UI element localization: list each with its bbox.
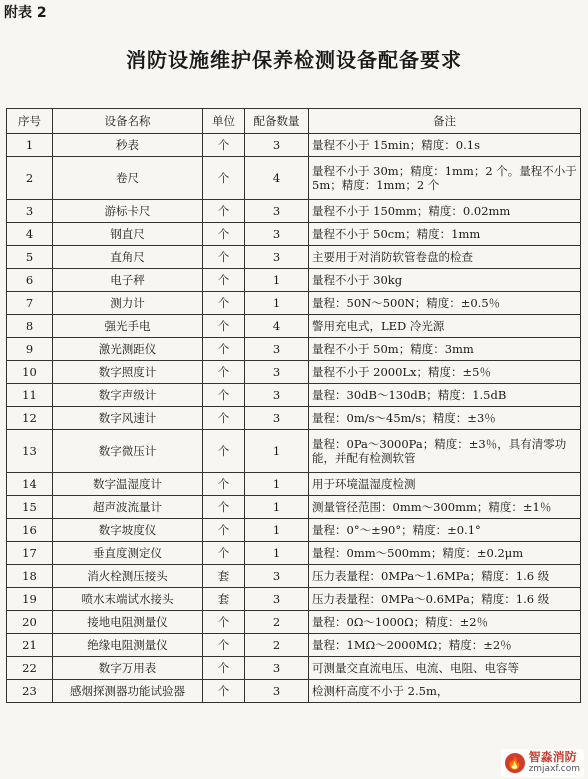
- cell-no: 16: [7, 519, 53, 542]
- cell-unit: 个: [203, 430, 245, 473]
- table-header-row: [7, 109, 581, 134]
- table-row: [7, 430, 581, 473]
- table-row: [7, 407, 581, 430]
- cell-unit: 个: [203, 338, 245, 361]
- cell-note: 检测杆高度不小于 2.5m，: [309, 680, 581, 703]
- cell-unit: 个: [203, 269, 245, 292]
- cell-qty: 3: [245, 657, 309, 680]
- table-row: [7, 134, 581, 157]
- table-row: [7, 588, 581, 611]
- cell-qty: 3: [245, 588, 309, 611]
- table-row: [7, 657, 581, 680]
- cell-qty: 3: [245, 246, 309, 269]
- header-unit: 单位: [203, 109, 245, 134]
- cell-qty: 1: [245, 519, 309, 542]
- watermark-url: zmjaxf.com: [528, 764, 580, 774]
- cell-name: 喷水末端试水接头: [53, 588, 203, 611]
- cell-no: 13: [7, 430, 53, 473]
- cell-name: 数字声级计: [53, 384, 203, 407]
- cell-name: 卷尺: [53, 157, 203, 200]
- cell-unit: 个: [203, 384, 245, 407]
- table-row: [7, 680, 581, 703]
- table-row: [7, 519, 581, 542]
- cell-name: 强光手电: [53, 315, 203, 338]
- cell-note: 压力表量程：0MPa～1.6MPa；精度：1.6 级: [309, 565, 581, 588]
- cell-no: 17: [7, 542, 53, 565]
- cell-unit: 个: [203, 292, 245, 315]
- equipment-table: [6, 108, 581, 703]
- cell-no: 4: [7, 223, 53, 246]
- cell-no: 20: [7, 611, 53, 634]
- cell-qty: 3: [245, 200, 309, 223]
- cell-note: 量程不小于 2000Lx；精度：±5％: [309, 361, 581, 384]
- header-qty: 配备数量: [245, 109, 309, 134]
- cell-unit: 个: [203, 407, 245, 430]
- page-title: 消防设施维护保养检测设备配备要求: [126, 48, 462, 72]
- cell-unit: 个: [203, 680, 245, 703]
- cell-name: 数字温湿度计: [53, 473, 203, 496]
- cell-unit: 个: [203, 657, 245, 680]
- cell-name: 消火栓测压接头: [53, 565, 203, 588]
- cell-name: 绝缘电阻测量仪: [53, 634, 203, 657]
- cell-no: 11: [7, 384, 53, 407]
- cell-note: 量程：0mm～500mm；精度：±0.2μm: [309, 542, 581, 565]
- cell-note: 量程不小于 50cm；精度：1mm: [309, 223, 581, 246]
- cell-no: 8: [7, 315, 53, 338]
- cell-unit: 套: [203, 588, 245, 611]
- cell-no: 12: [7, 407, 53, 430]
- table-row: [7, 315, 581, 338]
- cell-name: 数字微压计: [53, 430, 203, 473]
- cell-unit: 套: [203, 565, 245, 588]
- table-row: [7, 542, 581, 565]
- cell-no: 22: [7, 657, 53, 680]
- cell-name: 测力计: [53, 292, 203, 315]
- cell-no: 6: [7, 269, 53, 292]
- cell-unit: 个: [203, 634, 245, 657]
- cell-note: 可测量交直流电压、电流、电阻、电容等: [309, 657, 581, 680]
- table-row: [7, 246, 581, 269]
- cell-unit: 个: [203, 496, 245, 519]
- cell-unit: 个: [203, 361, 245, 384]
- header-no: 序号: [7, 109, 53, 134]
- watermark: [501, 749, 584, 777]
- cell-no: 5: [7, 246, 53, 269]
- table-row: [7, 361, 581, 384]
- cell-unit: 个: [203, 246, 245, 269]
- table-row: [7, 269, 581, 292]
- cell-note: 量程：0°～±90°；精度：±0.1°: [309, 519, 581, 542]
- cell-qty: 2: [245, 611, 309, 634]
- table-row: [7, 157, 581, 200]
- cell-name: 数字照度计: [53, 361, 203, 384]
- table-row: [7, 611, 581, 634]
- table-row: [7, 200, 581, 223]
- cell-note: 量程：1MΩ～2000MΩ；精度：±2％: [309, 634, 581, 657]
- cell-name: 钢直尺: [53, 223, 203, 246]
- cell-name: 直角尺: [53, 246, 203, 269]
- cell-unit: 个: [203, 157, 245, 200]
- cell-name: 数字风速计: [53, 407, 203, 430]
- table-row: [7, 223, 581, 246]
- cell-no: 19: [7, 588, 53, 611]
- cell-qty: 1: [245, 542, 309, 565]
- cell-qty: 3: [245, 361, 309, 384]
- cell-qty: 1: [245, 430, 309, 473]
- cell-unit: 个: [203, 611, 245, 634]
- cell-qty: 3: [245, 407, 309, 430]
- cell-name: 游标卡尺: [53, 200, 203, 223]
- cell-no: 18: [7, 565, 53, 588]
- annex-label: 附表 2: [4, 5, 47, 21]
- cell-note: 量程不小于 30m；精度：1mm；2 个。量程不小于 5m；精度：1mm；2 个: [309, 157, 581, 200]
- cell-qty: 3: [245, 384, 309, 407]
- cell-qty: 4: [245, 315, 309, 338]
- cell-qty: 2: [245, 634, 309, 657]
- cell-note: 主要用于对消防软管卷盘的检查: [309, 246, 581, 269]
- table-row: [7, 634, 581, 657]
- cell-qty: 3: [245, 565, 309, 588]
- cell-unit: 个: [203, 315, 245, 338]
- cell-name: 超声波流量计: [53, 496, 203, 519]
- cell-qty: 1: [245, 496, 309, 519]
- cell-note: 压力表量程：0MPa～0.6MPa；精度：1.6 级: [309, 588, 581, 611]
- cell-name: 激光测距仪: [53, 338, 203, 361]
- cell-note: 量程不小于 50m；精度：3mm: [309, 338, 581, 361]
- cell-note: 用于环境温湿度检测: [309, 473, 581, 496]
- cell-qty: 3: [245, 338, 309, 361]
- cell-note: 警用充电式，LED 冷光源: [309, 315, 581, 338]
- cell-name: 接地电阻测量仪: [53, 611, 203, 634]
- cell-note: 量程：0Pa～3000Pa；精度：±3％，具有清零功能，并配有检测软管: [309, 430, 581, 473]
- header-name: 设备名称: [53, 109, 203, 134]
- cell-no: 3: [7, 200, 53, 223]
- cell-note: 量程：30dB～130dB；精度：1.5dB: [309, 384, 581, 407]
- cell-unit: 个: [203, 473, 245, 496]
- cell-name: 数字坡度仪: [53, 519, 203, 542]
- table-row: [7, 384, 581, 407]
- cell-name: 感烟探测器功能试验器: [53, 680, 203, 703]
- cell-qty: 1: [245, 292, 309, 315]
- cell-name: 垂直度测定仪: [53, 542, 203, 565]
- cell-note: 量程不小于 30kg: [309, 269, 581, 292]
- watermark-name: 智淼消防: [528, 750, 577, 764]
- cell-no: 15: [7, 496, 53, 519]
- cell-qty: 3: [245, 680, 309, 703]
- cell-qty: 1: [245, 269, 309, 292]
- cell-note: 量程：50N～500N；精度：±0.5％: [309, 292, 581, 315]
- cell-note: 量程：0Ω～1000Ω；精度：±2％: [309, 611, 581, 634]
- cell-name: 电子秤: [53, 269, 203, 292]
- header-note: 备注: [309, 109, 581, 134]
- table-row: [7, 338, 581, 361]
- cell-no: 23: [7, 680, 53, 703]
- cell-note: 测量管径范围：0mm～300mm；精度：±1％: [309, 496, 581, 519]
- cell-qty: 3: [245, 223, 309, 246]
- cell-qty: 3: [245, 134, 309, 157]
- cell-no: 2: [7, 157, 53, 200]
- table-row: [7, 473, 581, 496]
- flame-logo-icon: 🔥: [505, 753, 525, 773]
- cell-note: 量程不小于 150mm；精度：0.02mm: [309, 200, 581, 223]
- cell-unit: 个: [203, 200, 245, 223]
- cell-name: 数字万用表: [53, 657, 203, 680]
- cell-note: 量程不小于 15min；精度：0.1s: [309, 134, 581, 157]
- cell-no: 9: [7, 338, 53, 361]
- cell-note: 量程：0m/s～45m/s；精度：±3％: [309, 407, 581, 430]
- cell-qty: 4: [245, 157, 309, 200]
- cell-name: 秒表: [53, 134, 203, 157]
- cell-no: 21: [7, 634, 53, 657]
- cell-qty: 1: [245, 473, 309, 496]
- table-row: [7, 292, 581, 315]
- cell-unit: 个: [203, 519, 245, 542]
- table-row: [7, 496, 581, 519]
- cell-no: 1: [7, 134, 53, 157]
- cell-no: 7: [7, 292, 53, 315]
- cell-unit: 个: [203, 223, 245, 246]
- cell-no: 10: [7, 361, 53, 384]
- cell-unit: 个: [203, 542, 245, 565]
- cell-no: 14: [7, 473, 53, 496]
- cell-unit: 个: [203, 134, 245, 157]
- table-row: [7, 565, 581, 588]
